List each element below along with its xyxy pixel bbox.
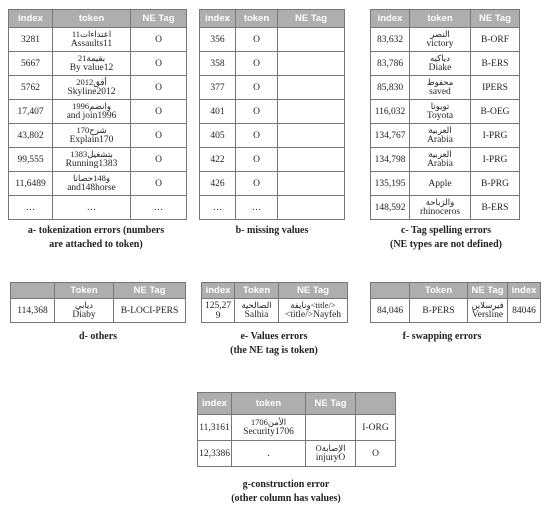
header-ne-tag: NE Tag: [306, 393, 356, 415]
caption-a: a- tokenization errors (numbers are attached to token): [27, 225, 165, 250]
caption-b: b- missing values: [235, 225, 309, 236]
header-index: index: [200, 10, 236, 28]
panel-b: [199, 9, 345, 220]
header-empty: [356, 393, 396, 415]
header-ne-tag: NE Tag: [114, 283, 186, 299]
table-row: 401 O: [200, 100, 345, 124]
table-row: … …: [200, 196, 345, 220]
table-row: 5667 بقيمة21 By value12 O: [9, 52, 187, 76]
panel-d: [10, 282, 186, 323]
table-row: 11,6489 و148حصانا and148horse O: [9, 172, 187, 196]
table-row: 83,632 النصر victory B-ORF: [371, 28, 520, 52]
header-index: index: [371, 10, 410, 28]
panel-a: [8, 9, 187, 220]
tokenization-errors-table: [8, 9, 187, 220]
table-row: 3281 اعتداءات11 Assaults11 O: [9, 28, 187, 52]
table-row: 426 O: [200, 172, 345, 196]
table-row: 12,3386 . Oالإصابة injuryO O: [198, 441, 396, 467]
header-empty: [11, 283, 55, 299]
caption-f: f- swapping errors: [402, 331, 482, 342]
header-token: Token: [410, 283, 468, 299]
panel-g: [197, 392, 396, 467]
table-row: 358 O: [200, 52, 345, 76]
others-table: [10, 282, 186, 323]
header-token: Token: [235, 283, 279, 299]
header-token: token: [236, 10, 278, 28]
table-row: 17,407 1996وانضم and join1996 O: [9, 100, 187, 124]
header-ne-tag: NE Tag: [468, 283, 508, 299]
table-row: 135,195 Apple B-PRG: [371, 172, 520, 196]
panel-c: [370, 9, 520, 220]
header-index: index: [508, 283, 541, 299]
caption-c: c- Tag spelling errors (NE types are not defined): [389, 225, 503, 250]
header-token: token: [53, 10, 131, 28]
table-row: 85,830 محفوظ saved IPERS: [371, 76, 520, 100]
table-row: 422 O: [200, 148, 345, 172]
table-row: 134,767 العربية Arabia I-PRG: [371, 124, 520, 148]
table-row: 377 O: [200, 76, 345, 100]
table-row: 114,368 ديابي Diaby B-LOCI-PERS: [11, 299, 186, 323]
table-row: 134,798 العربية Arabia I-PRG: [371, 148, 520, 172]
table-row: 83,786 دياكيه Diake B-ERS: [371, 52, 520, 76]
header-token: token: [410, 10, 471, 28]
panel-e: [201, 282, 348, 323]
caption-e: e- Values errors (the NE tag is token): [230, 331, 318, 356]
header-index: index: [9, 10, 53, 28]
table-row: 84,046 B-PERS فيرسلاين Versline 84046: [371, 299, 541, 323]
header-token: Token: [55, 283, 114, 299]
header-token: token: [232, 393, 306, 415]
table-row: 356 O: [200, 28, 345, 52]
header-ne-tag: NE Tag: [279, 283, 348, 299]
table-row: 99,555 1383بتشغيل Running1383 O: [9, 148, 187, 172]
header-ne-tag: NE Tag: [131, 10, 187, 28]
table-row: 11,3161 الأمن1706 Security1706 I-ORG: [198, 415, 396, 441]
table-row: 116,032 تويوتا Toyota B-OEG: [371, 100, 520, 124]
missing-values-table: [199, 9, 345, 220]
caption-g: g-construction error (other column has values): [231, 479, 341, 504]
header-ne-tag: NE Tag: [471, 10, 520, 28]
panel-f: [370, 282, 541, 323]
tag-spelling-errors-table: [370, 9, 520, 220]
table-row: 125,279 الصالحية Salhia ونايفة<title/> <title/>Nayfeh: [202, 299, 348, 323]
table-row: 148,592 والزباحة rhinoceros B-ERS: [371, 196, 520, 220]
header-index: index: [198, 393, 232, 415]
values-errors-table: [201, 282, 348, 323]
caption-d: d- others: [78, 331, 118, 342]
header-index: index: [202, 283, 235, 299]
table-row: 5762 أفق2012 Skyline2012 O: [9, 76, 187, 100]
swapping-errors-table: [370, 282, 541, 323]
table-row: … … …: [9, 196, 187, 220]
header-empty: [371, 283, 410, 299]
table-row: 43,802 170شرح Explain170 O: [9, 124, 187, 148]
table-row: 405 O: [200, 124, 345, 148]
construction-error-table: [197, 392, 396, 467]
header-ne-tag: NE Tag: [278, 10, 345, 28]
